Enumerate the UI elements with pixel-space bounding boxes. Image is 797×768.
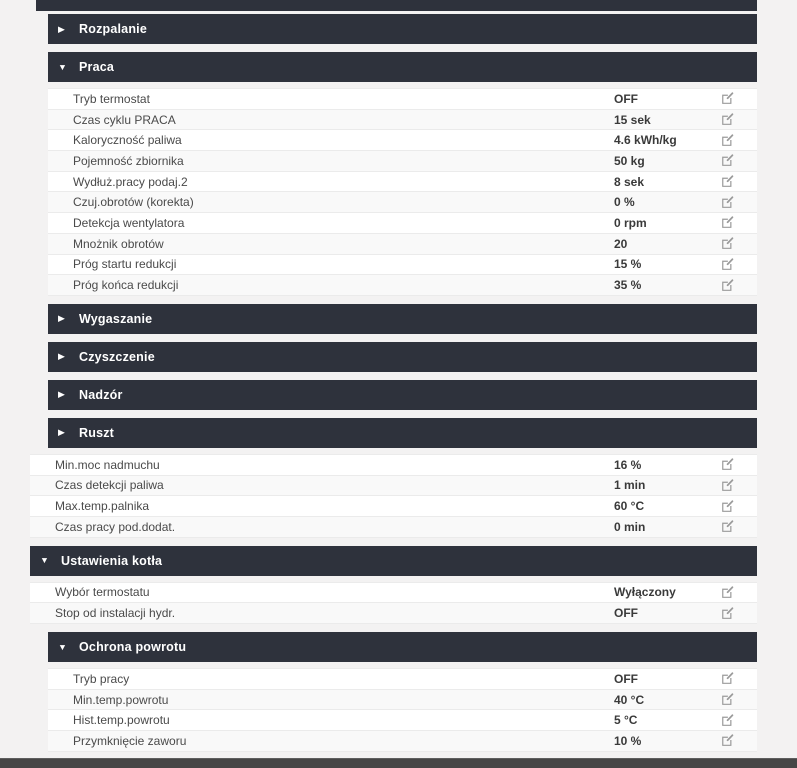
- table-row: [48, 130, 757, 151]
- edit-icon[interactable]: [721, 134, 734, 147]
- table-row: [48, 255, 757, 276]
- chevron-right-icon: ▶: [58, 23, 65, 34]
- param-value: 60 °C: [614, 499, 645, 514]
- param-label: Pojemność zbiornika: [73, 153, 184, 168]
- param-label: Kaloryczność paliwa: [73, 133, 182, 148]
- table-row: [30, 583, 757, 604]
- param-label: Próg startu redukcji: [73, 257, 177, 272]
- chevron-down-icon: ▼: [58, 61, 67, 72]
- edit-icon[interactable]: [721, 714, 734, 727]
- table-row: [30, 455, 757, 476]
- param-rows: [30, 582, 757, 624]
- param-label: Czas cyklu PRACA: [73, 112, 176, 127]
- edit-icon[interactable]: [721, 154, 734, 167]
- param-value: OFF: [614, 91, 638, 106]
- section-header-label: Ustawienia kotła: [61, 553, 163, 568]
- chevron-right-icon: ▶: [58, 389, 65, 400]
- table-row: [30, 496, 757, 517]
- chevron-right-icon: ▶: [58, 427, 65, 438]
- table-row: [48, 731, 757, 752]
- param-label: Max.temp.palnika: [55, 499, 150, 514]
- section-header-label: Praca: [79, 60, 115, 74]
- section-header-czyszczenie[interactable]: [48, 342, 757, 372]
- edit-icon[interactable]: [721, 734, 734, 747]
- table-row: [30, 517, 757, 538]
- edit-icon[interactable]: [721, 479, 734, 492]
- table-row: [30, 603, 757, 624]
- edit-icon[interactable]: [721, 258, 734, 271]
- param-label: Próg końca redukcji: [73, 278, 179, 293]
- section-header-label: Ruszt: [79, 425, 115, 440]
- param-value: 8 sek: [614, 174, 645, 189]
- table-row: [48, 192, 757, 213]
- section-header-ochrona-powrotu[interactable]: [48, 632, 757, 662]
- edit-icon[interactable]: [721, 586, 734, 599]
- param-label: Stop od instalacji hydr.: [55, 606, 176, 621]
- chevron-down-icon: ▼: [58, 641, 67, 652]
- edit-icon[interactable]: [721, 693, 734, 706]
- param-value: 1 min: [614, 478, 646, 493]
- section-header-wygaszanie[interactable]: [48, 304, 757, 334]
- param-value: 50 kg: [614, 153, 645, 168]
- table-row: [48, 710, 757, 731]
- param-label: Min.moc nadmuchu: [55, 457, 160, 472]
- param-rows: [48, 668, 757, 752]
- footer-bar: [0, 758, 797, 768]
- param-value: 0 rpm: [614, 215, 647, 230]
- param-label: Czuj.obrotów (korekta): [73, 195, 194, 210]
- param-rows: [48, 88, 757, 296]
- edit-icon[interactable]: [721, 279, 734, 292]
- chevron-right-icon: ▶: [58, 313, 65, 324]
- table-row: [48, 213, 757, 234]
- param-value: 15 sek: [614, 112, 651, 127]
- param-rows: [30, 454, 757, 538]
- chevron-down-icon: ▼: [40, 555, 49, 565]
- param-value: 35 %: [614, 278, 642, 293]
- settings-accordion-panel: [0, 14, 797, 752]
- section-header-label: Rozpalanie: [79, 22, 147, 36]
- section-header-label: Nadzór: [79, 387, 123, 402]
- param-value: 40 °C: [614, 692, 645, 707]
- param-value: 15 %: [614, 257, 642, 272]
- section-header-ruszt[interactable]: [48, 418, 757, 448]
- table-row: [48, 234, 757, 255]
- section-header-label: Ochrona powrotu: [79, 640, 187, 654]
- section-header-praca[interactable]: [48, 52, 757, 82]
- table-row: [48, 690, 757, 711]
- table-row: [48, 275, 757, 296]
- chevron-right-icon: ▶: [58, 351, 65, 362]
- edit-icon[interactable]: [721, 458, 734, 471]
- edit-icon[interactable]: [721, 196, 734, 209]
- partial-section-header-bar[interactable]: [36, 0, 757, 11]
- table-row: [48, 172, 757, 193]
- param-value: 5 °C: [614, 713, 638, 728]
- edit-icon[interactable]: [721, 520, 734, 533]
- section-header-label: Wygaszanie: [79, 311, 153, 326]
- edit-icon[interactable]: [721, 92, 734, 105]
- section-header-rozpalanie[interactable]: [48, 14, 757, 44]
- edit-icon[interactable]: [721, 216, 734, 229]
- section-header-nadzor[interactable]: [48, 380, 757, 410]
- param-label: Min.temp.powrotu: [73, 692, 169, 707]
- param-label: Tryb pracy: [73, 671, 130, 686]
- param-label: Hist.temp.powrotu: [73, 713, 170, 728]
- table-row: [48, 669, 757, 690]
- param-label: Czas pracy pod.dodat.: [55, 519, 176, 534]
- section-header-label: Czyszczenie: [79, 349, 155, 364]
- param-value: OFF: [614, 671, 638, 686]
- param-label: Mnożnik obrotów: [73, 236, 164, 251]
- param-label: Detekcja wentylatora: [73, 215, 185, 230]
- table-row: [48, 110, 757, 131]
- table-row: [48, 151, 757, 172]
- edit-icon[interactable]: [721, 500, 734, 513]
- param-value: 0 %: [614, 195, 635, 210]
- param-value: 0 min: [614, 519, 646, 534]
- param-label: Czas detekcji paliwa: [55, 478, 164, 493]
- section-header-ustawienia-kotla[interactable]: [30, 546, 757, 576]
- param-value: 4.6 kWh/kg: [614, 133, 677, 148]
- param-value: 20: [614, 236, 628, 251]
- edit-icon[interactable]: [721, 237, 734, 250]
- table-row: [48, 89, 757, 110]
- edit-icon[interactable]: [721, 175, 734, 188]
- param-value: 10 %: [614, 733, 642, 748]
- param-label: Wydłuż.pracy podaj.2: [73, 174, 188, 189]
- param-label: Przymknięcie zaworu: [73, 733, 187, 748]
- param-value: Wyłączony: [614, 585, 676, 600]
- edit-icon[interactable]: [721, 672, 734, 685]
- param-label: Tryb termostat: [73, 91, 150, 106]
- table-row: [30, 476, 757, 497]
- edit-icon[interactable]: [721, 113, 734, 126]
- param-value: 16 %: [614, 457, 642, 472]
- param-label: Wybór termostatu: [55, 585, 150, 600]
- param-value: OFF: [614, 606, 638, 621]
- edit-icon[interactable]: [721, 607, 734, 620]
